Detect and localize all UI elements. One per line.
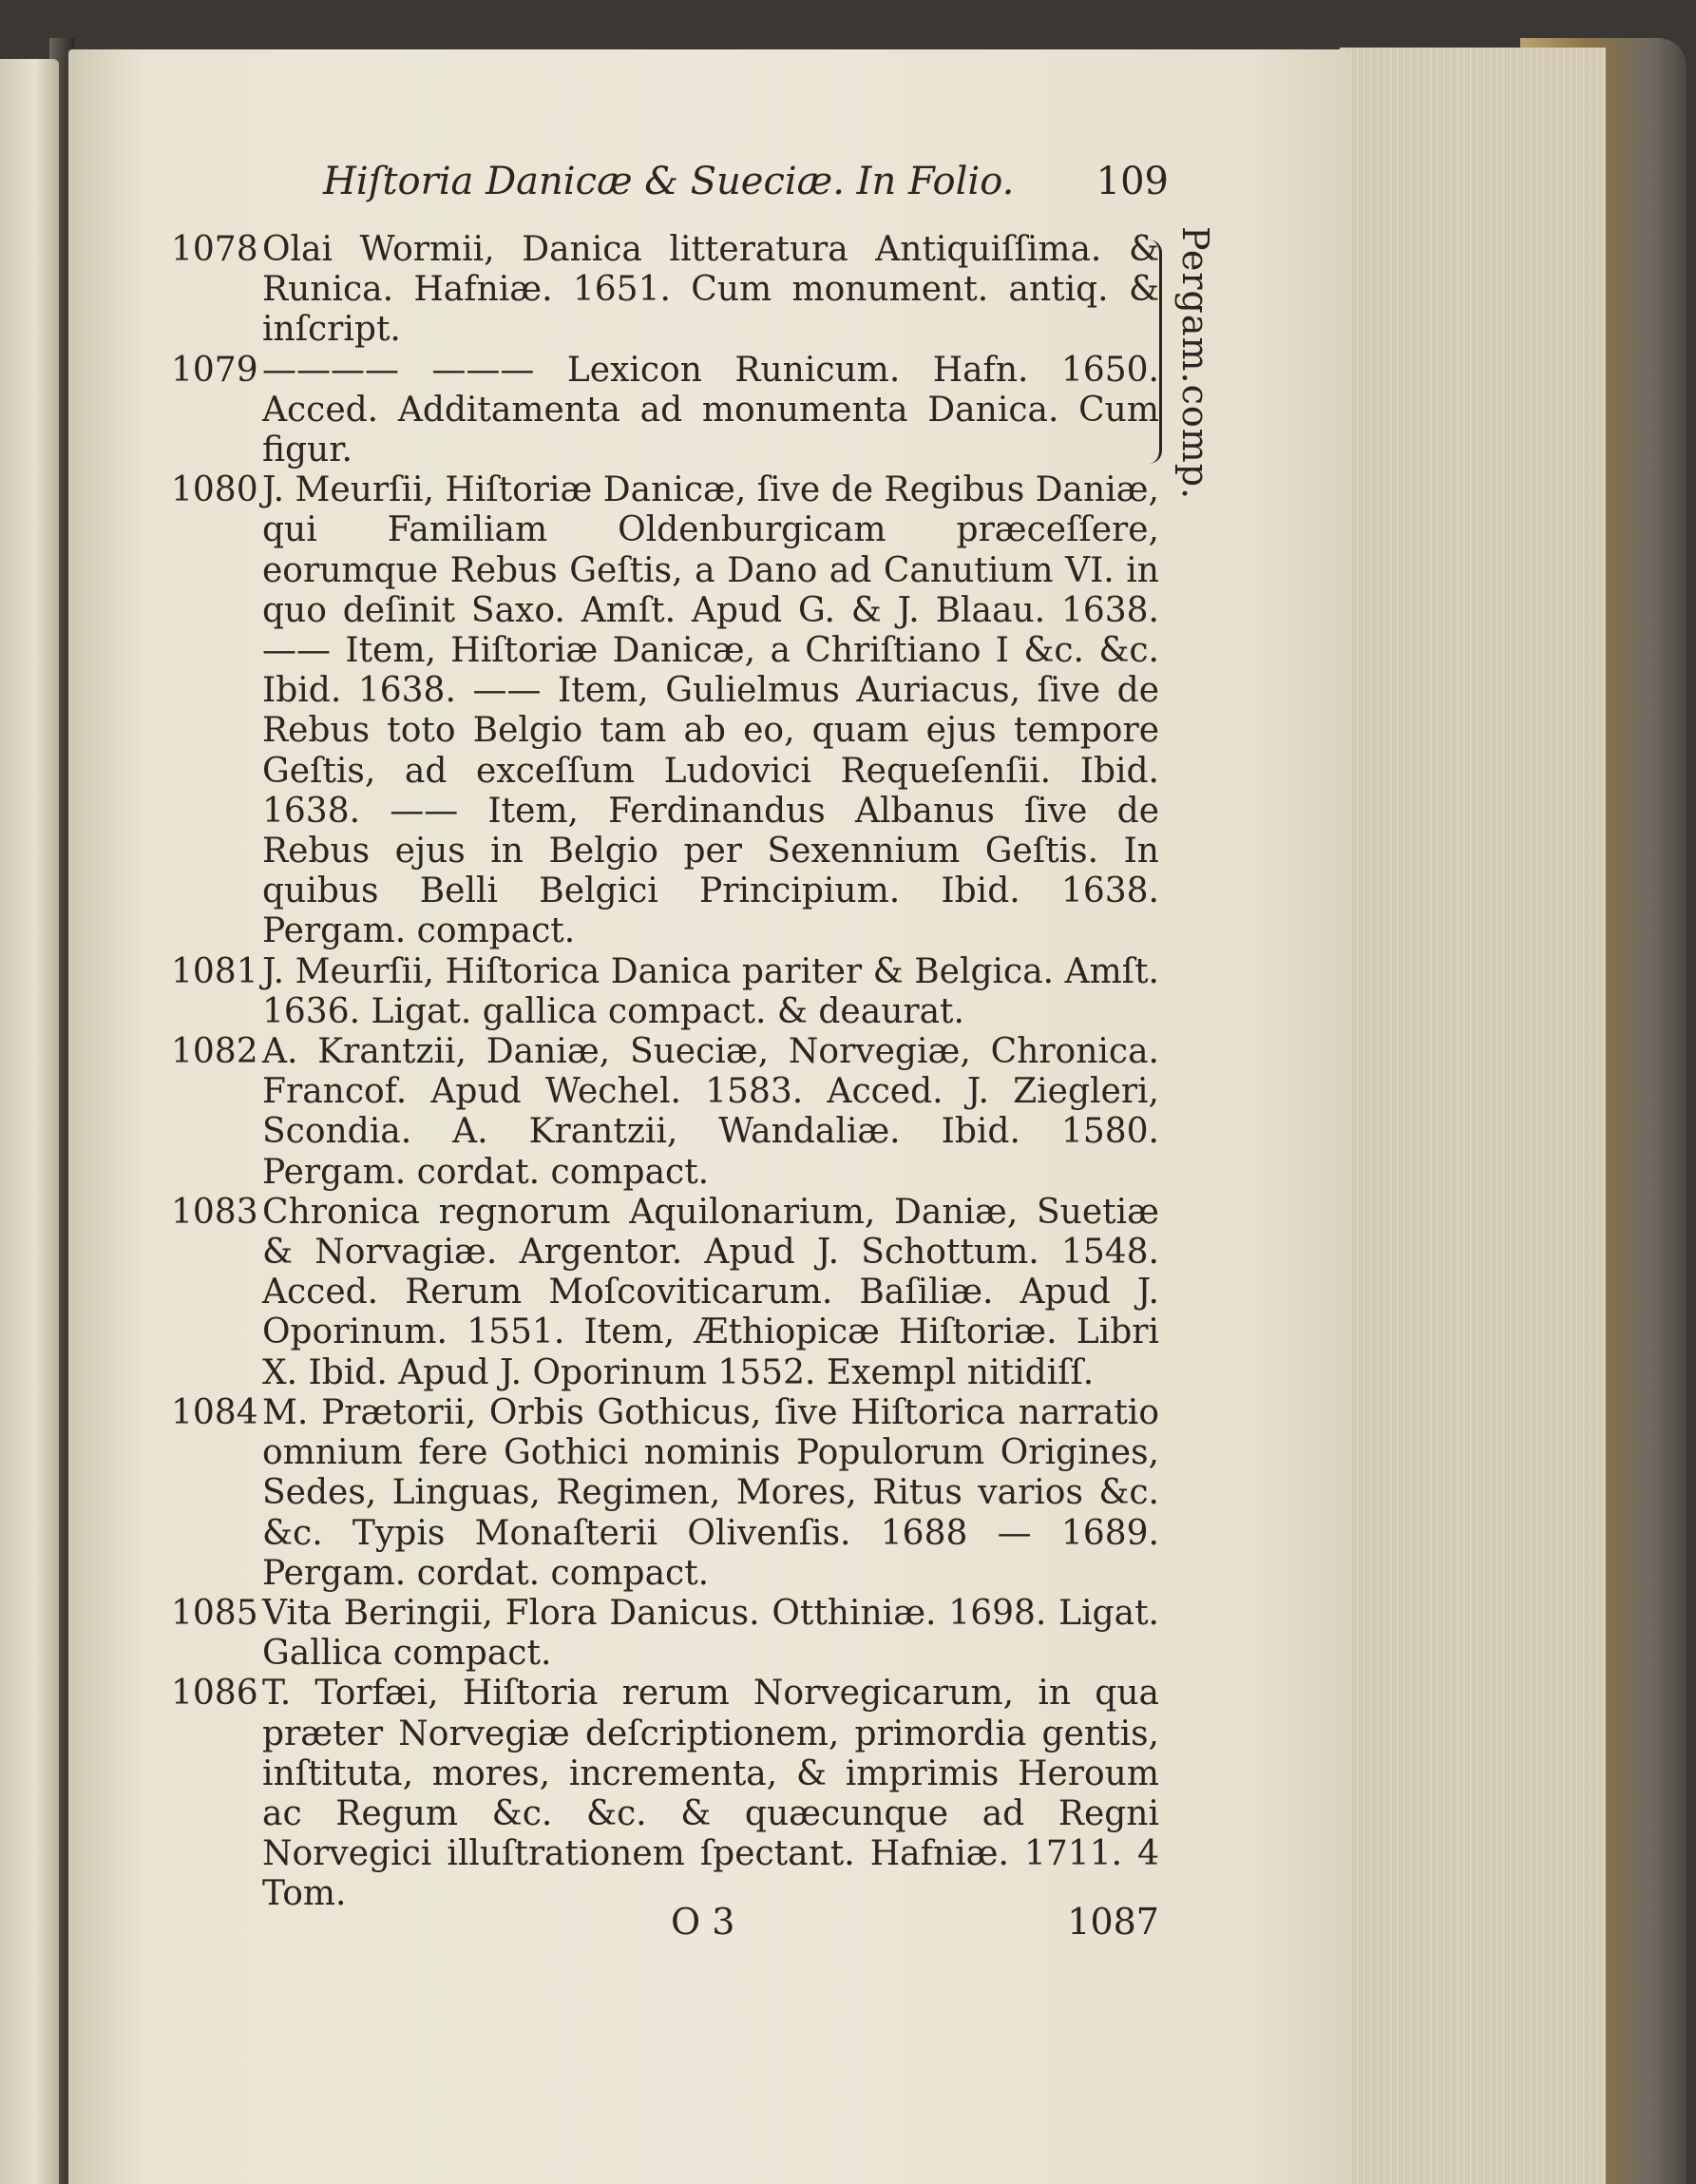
running-title: Hiſtoria Danicæ & Sueciæ. In Folio. — [323, 160, 1015, 203]
entry-number: 1084 — [171, 1392, 258, 1432]
catalogue-entry — [171, 230, 1159, 351]
entry-number: 1079 — [171, 350, 258, 390]
entry-text: Chronica regnorum Aquilonarium, Daniæ, Suetiæ & Norvagiæ. Argentor. Apud J. Schottum. 1548. Acced. Rerum Moſcoviticarum. Baſiliæ. Apud J. Oporinum. 1551. Item, Æthiopicæ Hiſtoriæ. Libri X. Ibid. Apud J. Oporinum 1552. Exempl nitidiſſ. — [262, 1192, 1159, 1392]
catalogue-entry — [171, 470, 1159, 951]
page-footer — [262, 1901, 1159, 1948]
catalogue-entries — [171, 230, 1159, 1915]
entry-text: M. Prætorii, Orbis Gothicus, ſive Hiſtorica narratio omnium fere Gothici nominis Populorum Origines, Sedes, Linguas, Regimen, Mores, Ritus varios &c. &c. Typis Monaſterii Olivenſis. 1688 — 1689. Pergam. cordat. compact. — [262, 1392, 1159, 1593]
running-header — [323, 160, 1169, 211]
catalogue-entry — [171, 351, 1159, 471]
signature-mark: O 3 — [671, 1901, 735, 1943]
catalogue-entry — [171, 1193, 1159, 1393]
entry-text: A. Krantzii, Daniæ, Sueciæ, Norvegiæ, Chronica. Francof. Apud Wechel. 1583. Acced. J. Ziegleri, Scondia. A. Krantzii, Wandaliæ. Ibid. 1580. Pergam. cordat. compact. — [262, 1032, 1159, 1192]
entry-number: 1085 — [171, 1593, 258, 1633]
entry-text: Vita Beringii, Flora Danicus. Otthiniæ. 1698. Ligat. Gallica compact. — [262, 1593, 1159, 1674]
entry-text: J. Meurſii, Hiſtorica Danica pariter & Belgica. Amſt. 1636. Ligat. gallica compact. & deaurat. — [262, 951, 1159, 1031]
entry-number: 1081 — [171, 951, 258, 991]
entry-text: J. Meurſii, Hiſtoriæ Danicæ, ſive de Regibus Daniæ, qui Familiam Oldenburgicam præceſſere, eorumque Rebus Geſtis, a Dano ad Canutium VI. in quo deſinit Saxo. Amſt. Apud G. & J. Blaau. 1638. —— Item, Hiſtoriæ Danicæ, a Chriſtiano I &c. &c. Ibid. 1638. —— Item, Gulielmus Auriacus, ſive de Rebus toto Belgio tam ab eo, quam ejus tempore Geſtis, ad exceſſum Ludovici Requeſenſii. Ibid. 1638. —— Item, Ferdinandus Albanus ſive de Rebus ejus in Belgio per Sexennium Geſtis. In quibus Belli Belgici Principium. Ibid. 1638. Pergam. compact. — [262, 470, 1159, 951]
page-number: 109 — [1096, 160, 1169, 203]
entry-text: ———— ——— Lexicon Runicum. Hafn. 1650. Acced. Additamenta ad monumenta Danica. Cum figur. — [262, 350, 1159, 470]
catchword: 1087 — [1067, 1901, 1159, 1943]
entry-number: 1078 — [171, 230, 258, 269]
catalogue-entry — [171, 1674, 1159, 1914]
catalogue-entry — [171, 1594, 1159, 1674]
entry-text: T. Torfæi, Hiſtoria rerum Norvegicarum, in qua præter Norvegiæ deſcriptionem, primordia gentis, inſtituta, mores, incrementa, & imprimis Heroum ac Regum &c. &c. & quæcunque ad Regni Norvegici illuſtrationem ſpectant. Hafniæ. 1711. 4 Tom. — [262, 1674, 1159, 1914]
catalogue-entry — [171, 952, 1159, 1032]
entry-number: 1083 — [171, 1192, 258, 1232]
entry-number: 1080 — [171, 470, 258, 510]
left-page-edge — [0, 59, 59, 2184]
margin-note: Pergam.comp. — [1174, 226, 1216, 501]
entry-text: Olai Wormii, Danica litteratura Antiquiſſima. & Runica. Hafniæ. 1651. Cum monument. antiq. & inſcript. — [262, 230, 1159, 350]
catalogue-entry — [171, 1032, 1159, 1193]
catalogue-entry — [171, 1393, 1159, 1594]
page-fore-edge — [1340, 48, 1606, 2184]
entry-number: 1082 — [171, 1032, 258, 1072]
entry-number: 1086 — [171, 1674, 258, 1714]
